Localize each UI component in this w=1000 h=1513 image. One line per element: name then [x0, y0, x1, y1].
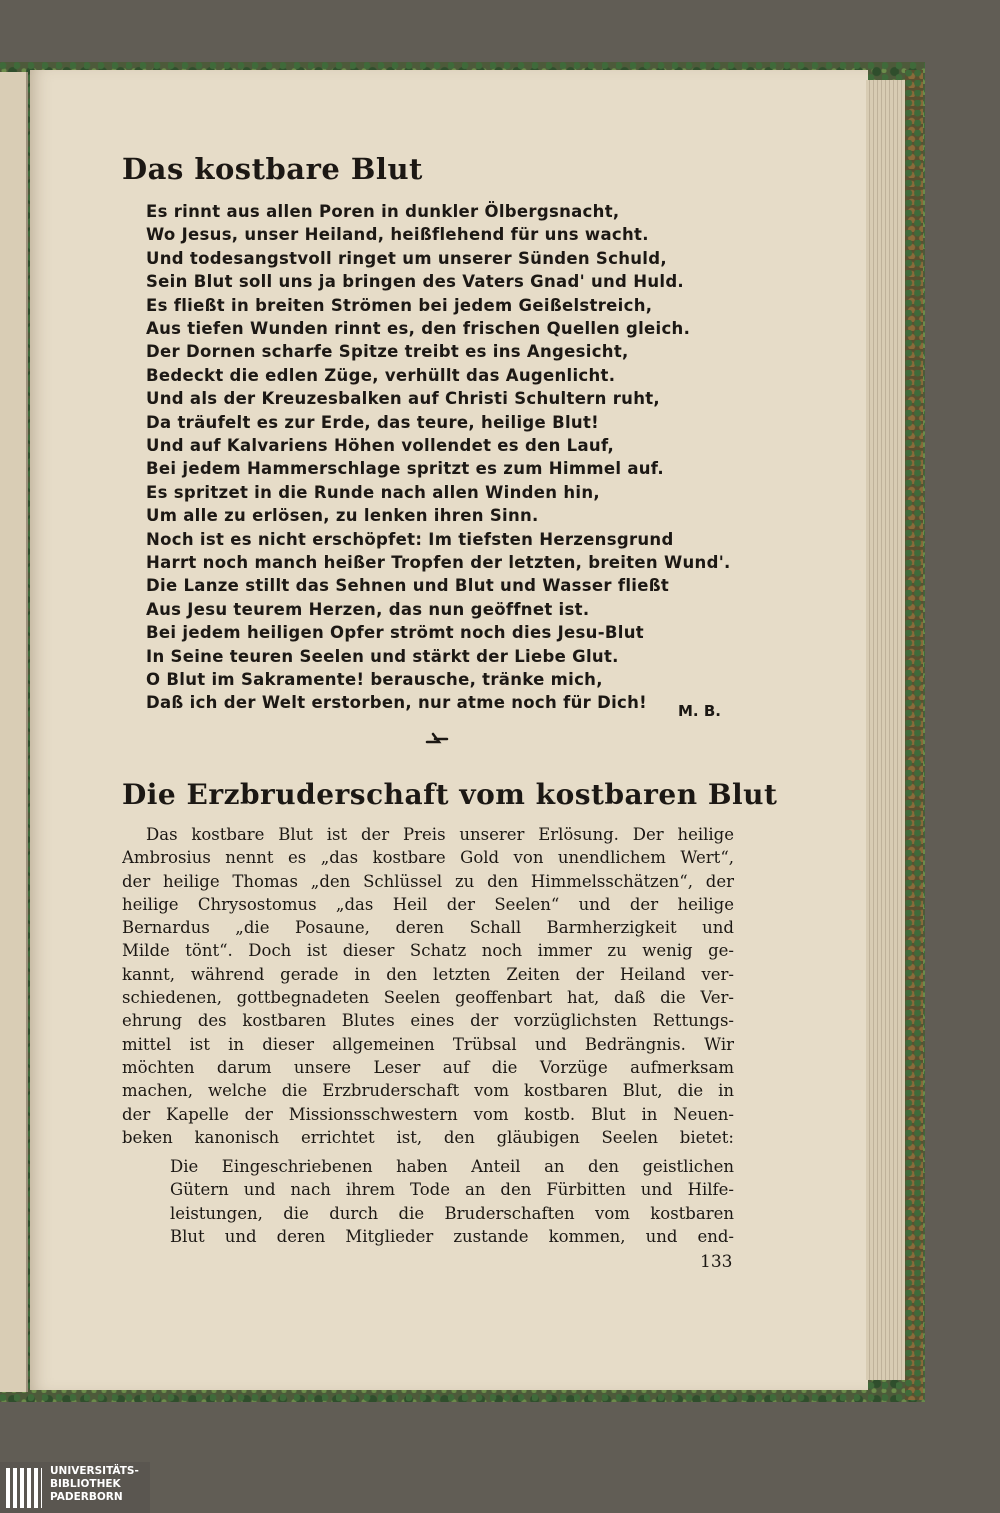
logo-line-1: UNIVERSITÄTS-	[50, 1465, 139, 1477]
poem-line: Bei jedem heiligen Opfer strömt noch dies Jesu-Blut	[146, 623, 644, 643]
poem-line: Bei jedem Hammerschlage spritzt es zum Himmel auf.	[146, 459, 664, 479]
text-line: Bernardus „die Posaune, deren Schall Barmherzigkeit und	[122, 918, 734, 938]
poem-line: Um alle zu erlösen, zu lenken ihren Sinn.	[146, 506, 539, 526]
logo-line-2: BIBLIOTHEK	[50, 1478, 121, 1490]
logo-line-3: PADERBORN	[50, 1491, 123, 1503]
text-line: machen, welche die Erzbruderschaft vom kostbaren Blut, die in	[122, 1081, 734, 1101]
poem-line: O Blut im Sakramente! berausche, tränke mich,	[146, 670, 603, 689]
article-title: Die Erzbruderschaft vom kostbaren Blut	[122, 778, 778, 811]
poem-line: Wo Jesus, unser Heiland, heißflehend für uns wacht.	[146, 225, 649, 245]
text-line: schiedenen, gottbegnadeten Seelen geoffenbart hat, daß die Ver-	[122, 988, 734, 1008]
poem-title: Das kostbare Blut	[122, 152, 423, 186]
poem-signature: M. B.	[678, 702, 721, 720]
poem-line: Bedeckt die edlen Züge, verhüllt das Augenlicht.	[146, 365, 616, 385]
library-logo-text	[50, 1465, 139, 1504]
text-line: Blut und deren Mitglieder zustande kommen, und end-	[170, 1226, 734, 1246]
page-number: 133	[700, 1252, 733, 1272]
library-logo	[0, 1462, 150, 1513]
article-paragraph-2	[170, 1155, 734, 1248]
poem-line: In Seine teuren Seelen und stärkt der Liebe Glut.	[146, 646, 619, 666]
poem-line: Harrt noch manch heißer Tropfen der letzten, breiten Wund'.	[146, 553, 731, 572]
poem-line: Es spritzet in die Runde nach allen Winden hin,	[146, 482, 600, 502]
poem-line: Aus tiefen Wunden rinnt es, den frischen Quellen gleich.	[146, 319, 691, 338]
poem-line: Und als der Kreuzesbalken auf Christi Schultern ruht,	[146, 389, 660, 409]
poem-line: Und todesangstvoll ringet um unserer Sünden Schuld,	[146, 248, 667, 268]
text-line: Milde tönt“. Doch ist dieser Schatz noch immer zu wenig ge-	[122, 941, 734, 961]
text-line: möchten darum unsere Leser auf die Vorzüge aufmerksam	[122, 1057, 734, 1077]
poem-line: Und auf Kalvariens Höhen vollendet es den Lauf,	[146, 436, 615, 455]
text-line: kannt, während gerade in den letzten Zeiten der Heiland ver-	[122, 964, 734, 984]
text-line: Gütern und nach ihrem Tode an den Fürbitten und Hilfe-	[170, 1180, 734, 1200]
text-line: Das kostbare Blut ist der Preis unserer Erlösung. Der heilige	[146, 825, 734, 844]
poem-line: Aus Jesu teurem Herzen, das nun geöffnet ist.	[146, 599, 590, 619]
text-line: heilige Chrysostomus „das Heil der Seelen“ und der heilige	[122, 894, 734, 914]
ornament-icon	[425, 727, 451, 752]
poem-line: Es fließt in breiten Strömen bei jedem Geißelstreich,	[146, 295, 653, 315]
poem-line: Sein Blut soll uns ja bringen des Vaters Gnad' und Huld.	[146, 272, 684, 292]
library-logo-icon	[6, 1468, 42, 1508]
text-line: ehrung des kostbaren Blutes eines der vorzüglichsten Rettungs-	[122, 1011, 734, 1031]
article-paragraph-1	[122, 823, 734, 1149]
poem-line: Noch ist es nicht erschöpfet: Im tiefsten Herzensgrund	[146, 529, 674, 549]
text-line: Die Eingeschriebenen haben Anteil an den geistlichen	[170, 1157, 734, 1176]
poem-line: Daß ich der Welt erstorben, nur atme noch für Dich!	[146, 693, 648, 713]
text-line: mittel ist in dieser allgemeinen Trübsal und Bedrängnis. Wir	[122, 1034, 734, 1054]
text-line: leistungen, die durch die Bruderschaften vom kostbaren	[170, 1203, 734, 1223]
text-line: beken kanonisch errichtet ist, den gläubigen Seelen bietet:	[122, 1127, 734, 1147]
poem-line: Da träufelt es zur Erde, das teure, heilige Blut!	[146, 412, 599, 432]
text-line: Ambrosius nennt es „das kostbare Gold von unendlichem Wert“,	[122, 848, 734, 868]
poem-line: Der Dornen scharfe Spitze treibt es ins Angesicht,	[146, 342, 629, 362]
text-line: der heilige Thomas „den Schlüssel zu den Himmelsschätzen“, der	[122, 871, 734, 891]
poem-line: Es rinnt aus allen Poren in dunkler Ölbergsnacht,	[146, 202, 620, 221]
poem-line: Die Lanze stillt das Sehnen und Blut und Wasser fließt	[146, 576, 670, 596]
text-line: der Kapelle der Missionsschwestern vom kostb. Blut in Neuen-	[122, 1104, 734, 1124]
